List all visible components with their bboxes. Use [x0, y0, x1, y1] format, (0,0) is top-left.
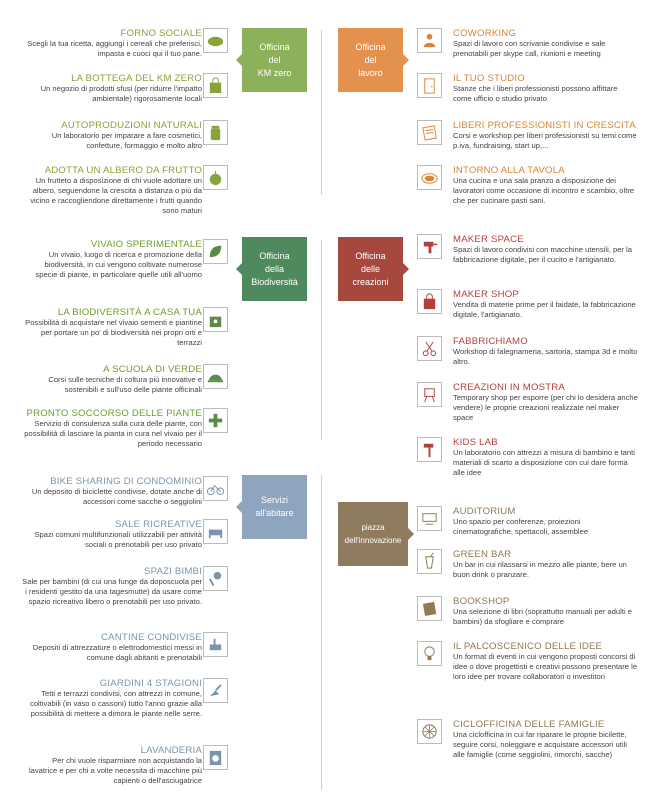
- service-title: IL PALCOSCENICO DELLE IDEE: [453, 641, 603, 652]
- service-title: CREAZIONI IN MOSTRA: [453, 382, 566, 393]
- rattle-icon: [203, 566, 228, 591]
- service-title: IL TUO STUDIO: [453, 73, 525, 84]
- door-icon: [417, 73, 442, 98]
- service-description: Spazi di lavoro condivisi con macchine utensili, per la fabbricazione digitale, per il cucito e l'artigianato.: [453, 245, 632, 264]
- section-officina-km-zero: [242, 28, 307, 92]
- divider: [321, 30, 322, 195]
- section-title-line: Officina: [259, 41, 290, 52]
- service-description: Possibilità di acquistare nel vivaio sementi e piantine per portare un po' di biodiversità nei propri orti e terrazzi: [25, 318, 202, 347]
- section-title-line: del: [268, 54, 281, 65]
- service-item: [22, 476, 202, 507]
- wheel-icon: [417, 719, 442, 744]
- service-title: MAKER SPACE: [453, 234, 524, 245]
- service-title: FORNO SOCIALE: [120, 28, 202, 39]
- service-description: Depositi di attrezzature o elettrodomestici messi in comune dagli abitanti e prenotabili: [32, 643, 202, 662]
- service-title: BIKE SHARING DI CONDOMINIO: [50, 476, 202, 487]
- service-title: LA BIODIVERSITÀ A CASA TUA: [57, 307, 202, 318]
- service-title: ADOTTA UN ALBERO DA FRUTTO: [44, 165, 202, 176]
- service-title: KIDS LAB: [453, 437, 498, 448]
- service-title: INTORNO ALLA TAVOLA: [453, 165, 565, 176]
- notebook-icon: [417, 120, 442, 145]
- service-title: GREEN BAR: [453, 549, 512, 560]
- service-item: [453, 234, 638, 265]
- jar-icon: [203, 120, 228, 145]
- service-title: CICLOFFICINA DELLE FAMIGLIE: [453, 719, 605, 730]
- service-description: Uno spazio per conferenze, proiezioni cinematografiche, spettacoli, assemblee: [453, 517, 589, 536]
- service-title: BOOKSHOP: [453, 596, 510, 607]
- service-item: [453, 641, 638, 682]
- section-title-line: all'abitare: [255, 508, 294, 518]
- washer-icon: [203, 745, 228, 770]
- section-title-line: piazza: [361, 523, 385, 532]
- trowel-icon: [203, 678, 228, 703]
- section-title-line: Officina: [355, 41, 386, 52]
- tools-icon: [203, 632, 228, 657]
- service-description: Corsi sulle tecniche di coltura più innovative e sostenibili e sull'uso delle piante officinali: [48, 375, 202, 394]
- section-title-line: Biodiversità: [251, 276, 298, 287]
- section-title-line: Officina: [259, 250, 290, 261]
- service-item: [22, 73, 202, 104]
- service-item: [22, 745, 202, 786]
- service-title: SALE RICREATIVE: [114, 519, 202, 530]
- section-title-line: della: [264, 263, 284, 274]
- service-item: [453, 120, 638, 151]
- service-item: [453, 506, 638, 537]
- divider: [321, 475, 322, 790]
- section-title-line: Officina: [355, 250, 386, 261]
- service-description: Corsi e workshop per liberi professionisti su temi come p.iva, fundraising, start up,...: [453, 131, 637, 150]
- service-item: [22, 307, 202, 348]
- service-item: [453, 437, 638, 478]
- service-item: [22, 408, 202, 449]
- service-item: [453, 382, 638, 423]
- service-item: [453, 73, 638, 104]
- service-description: Un negozio di prodotti sfusi (per ridurre l'impatto ambientale) rigorosamente locali: [40, 84, 202, 103]
- service-description: Scegli la tua ricetta, aggiungi i cereali che preferisci, impasta e cuoci qui il tuo pane.: [27, 39, 202, 58]
- section-officina-creazioni: [338, 237, 403, 301]
- section-officina-lavoro: [338, 28, 403, 92]
- service-item: [453, 28, 638, 59]
- service-description: Una cucina e una sala pranzo a disposizione dei lavoratori come occasione di incontro e scambio, oltre che per cucinare pasti sani.: [453, 176, 635, 205]
- sofa-icon: [203, 519, 228, 544]
- service-item: [22, 519, 202, 550]
- screen-icon: [417, 506, 442, 531]
- service-description: Temporary shop per esporre (per chi lo desidera anche vendere) le proprie creazioni realizzate nel maker space: [453, 393, 638, 422]
- cross-icon: [203, 408, 228, 433]
- service-description: Spazi comuni multifunzionali utilizzabili per attività sociali o prenotabili per uso privato: [34, 530, 202, 549]
- divider: [321, 240, 322, 440]
- hat-icon: [203, 364, 228, 389]
- bread-icon: [203, 28, 228, 53]
- service-title: FABBRICHIAMO: [453, 336, 528, 347]
- service-title: PRONTO SOCCORSO DELLE PIANTE: [26, 408, 202, 419]
- service-title: COWORKING: [453, 28, 517, 39]
- plant-bag-icon: [203, 307, 228, 332]
- service-item: [453, 719, 638, 760]
- lightbulb-icon: [417, 641, 442, 666]
- service-item: [22, 165, 202, 216]
- book-icon: [417, 596, 442, 621]
- service-title: GIARDINI 4 STAGIONI: [99, 678, 202, 689]
- bike-icon: [203, 476, 228, 501]
- service-description: Una ciclofficina in cui far riparare le proprie bicilette, seguire corsi, noleggiare e acquistare accessori utili alle famiglie (come seggiolini, rimorchi, sacche): [453, 730, 627, 759]
- service-description: Un bar in cui rilassarsi in mezzo alle piante, bere un buon drink o pranzare.: [453, 560, 627, 579]
- service-item: [453, 549, 638, 580]
- service-item: [22, 364, 202, 395]
- apple-icon: [203, 165, 228, 190]
- service-title: LAVANDERIA: [140, 745, 202, 756]
- service-item: [453, 336, 638, 367]
- service-description: Workshop di falegnameria, sartoria, stampa 3d e molto altro.: [453, 347, 638, 366]
- section-title-line: delle: [360, 263, 380, 274]
- service-title: MAKER SHOP: [453, 289, 519, 300]
- service-title: VIVAIO SPERIMENTALE: [90, 239, 202, 250]
- service-title: CANTINE CONDIVISE: [101, 632, 202, 643]
- service-description: Un laboratorio con attrezzi a misura di bambino e tanti materiali di scarto a disposizione con cui dare forma alle idee: [453, 448, 635, 477]
- drink-icon: [417, 549, 442, 574]
- service-item: [22, 120, 202, 151]
- service-item: [453, 289, 638, 320]
- service-description: Per chi vuole risparmiare non acquistando la lavatrice e per chi a volte necessita di macchine più capienti o dell'asciugatrice: [28, 756, 202, 785]
- hammer-icon: [417, 437, 442, 462]
- service-item: [22, 632, 202, 663]
- service-description: Una selezione di libri (soprattutto manuali per adulti e bambini) da sfogliare e comprare: [453, 607, 632, 626]
- service-description: Spazi di lavoro con scrivanie condivise e sale prenotabili per skype call, riunioni e meeting: [453, 39, 606, 58]
- service-description: Un format di eventi in cui vengono proposti concorsi di idee o dove progettisti e creativi possono presentare le loro idee per trovare collaboratori o investitori: [453, 652, 638, 681]
- easel-icon: [417, 382, 442, 407]
- service-title: LA BOTTEGA DEL KM ZERO: [71, 73, 202, 84]
- service-title: LIBERI PROFESSIONISTI IN CRESCITA: [453, 120, 636, 131]
- section-title-line: dell'innovazione: [344, 536, 402, 545]
- drill-icon: [417, 234, 442, 259]
- service-description: Sale per bambini (di cui una funge da doposcuola per i residenti gestito da una tagesmutte) da usare come spazio ricreativo libero o prenotabili per uso privato.: [22, 577, 202, 606]
- service-item: [22, 566, 202, 607]
- scissors-icon: [417, 336, 442, 361]
- service-title: SPAZI BIMBI: [144, 566, 202, 577]
- service-title: AUDITORIUM: [453, 506, 516, 517]
- section-piazza-innovazione: [338, 502, 408, 566]
- service-description: Un frutteto a disposizione di chi vuole adottare un albero, seguendone la crescita a distanza o più da vicino e raccogliendone direttamente i frutti quando sono maturi: [30, 176, 202, 215]
- service-title: AUTOPRODUZIONI NATURALI: [61, 120, 202, 131]
- service-description: Servizio di consulenza sulla cura delle piante, con possibilità di lasciare la pianta in cura nel vivaio per il periodo necessario: [24, 419, 202, 448]
- service-item: [453, 165, 638, 206]
- service-item: [22, 678, 202, 719]
- service-description: Stanze che i liberi professionisti possono affittare come ufficio o studio privato: [453, 84, 618, 103]
- service-item: [453, 596, 638, 627]
- section-title-line: KM zero: [257, 67, 292, 78]
- bag-icon: [417, 289, 442, 314]
- section-title-line: Servizi: [260, 495, 288, 505]
- service-description: Vendita di materie prime per il faidate, la fabbricazione digitale, l'artigianato.: [453, 300, 636, 319]
- shopping-bag-icon: [203, 73, 228, 98]
- service-description: Un deposito di biciclette condivise, dotate anche di accessori come sacche o seggiolini: [31, 487, 202, 506]
- service-item: [22, 239, 202, 280]
- plate-icon: [417, 165, 442, 190]
- service-description: Un laboratorio per imparare a fare cosmetici, confetture, formaggio e molto altro: [51, 131, 202, 150]
- service-description: Un vivaio, luogo di ricerca e promozione della biodiversità, in cui vengono coltivate numerose specie di piante, in particolare quelle utili all'uomo: [35, 250, 202, 279]
- people-icon: [417, 28, 442, 53]
- section-title-line: creazioni: [352, 276, 389, 287]
- section-title-line: lavoro: [358, 67, 383, 78]
- service-description: Tetti e terrazzi condivisi, con attrezzi in comune, coltivabili (in vaso o cassoni) tutto l'anno grazie alla possibilità di mettere a dimora le piante nelle serre.: [30, 689, 202, 718]
- service-item: [22, 28, 202, 59]
- service-title: A SCUOLA DI VERDE: [103, 364, 202, 375]
- section-title-line: del: [364, 54, 377, 65]
- section-officina-biodiversita: [242, 237, 307, 301]
- section-servizi-abitare: [242, 475, 307, 539]
- leaf-icon: [203, 239, 228, 264]
